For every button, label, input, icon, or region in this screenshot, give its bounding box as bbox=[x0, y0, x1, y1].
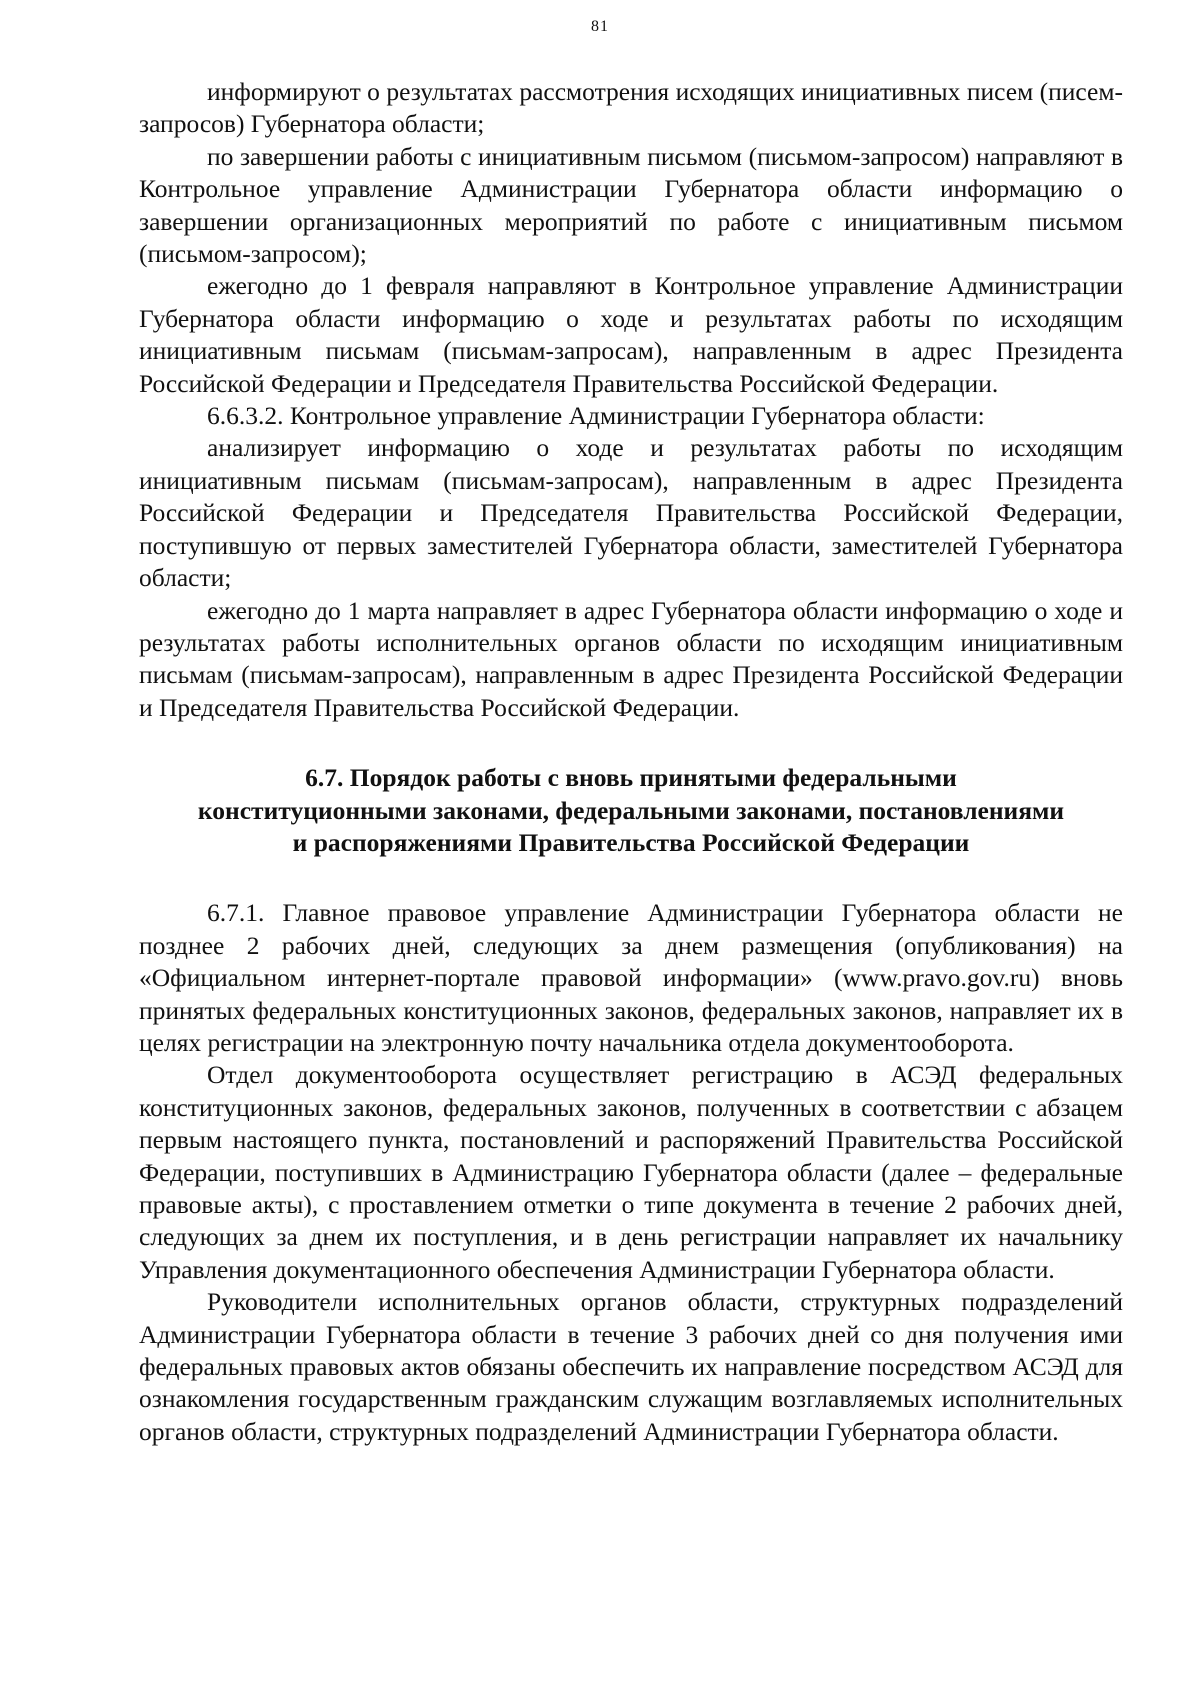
document-body bbox=[139, 76, 1123, 1448]
section-heading-line: конституционными законами, федеральными законами, постановлениями bbox=[197, 795, 1065, 825]
section-heading bbox=[139, 762, 1123, 859]
paragraph: 6.6.3.2. Контрольное управление Администрации Губернатора области: bbox=[207, 401, 985, 431]
section-heading-line: 6.7. Порядок работы с вновь принятыми федеральными bbox=[305, 763, 957, 793]
paragraph: по завершении работы с инициативным письмом (письмом-запросом) направляют в Контрольное управление Администрации Губернатора области информацию о завершении организационных мероприятий по работе с инициативным письмом (письмом-запросом); bbox=[139, 141, 1123, 269]
paragraph: Отдел документооборота осуществляет регистрацию в АСЭД федеральных конституционных законов, федеральных законов, полученных в соответствии с абзацем первым настоящего пункта, постановлений и распоряжений Правительства Российской Федерации, поступивших в Администрацию Губернатора области (далее – федеральные правовые акты), с проставлением отметки о типе документа в течение 2 рабочих дней, следующих за днем их поступления, и в день регистрации направляет их начальнику Управления документационного обеспечения Администрации Губернатора области. bbox=[139, 1060, 1123, 1284]
paragraph: 6.7.1. Главное правовое управление Администрации Губернатора области не позднее 2 рабочих дней, следующих за днем размещения (опубликования) на «Официальном интернет-портале правовой информации» (www.pravo.gov.ru) вновь принятых федеральных конституционных законов, федеральных законов, направляет их в целях регистрации на электронную почту начальника отдела документооборота. bbox=[139, 898, 1123, 1057]
paragraph: ежегодно до 1 февраля направляют в Контрольное управление Администрации Губернатора области информацию о ходе и результатах работы по исходящим инициативным письмам (письмам-запросам), направленным в адрес Президента Российской Федерации и Председателя Правительства Российской Федерации. bbox=[139, 271, 1123, 398]
paragraph: Руководители исполнительных органов области, структурных подразделений Администрации Губернатора области в течение 3 рабочих дней со дня получения ими федеральных правовых актов обязаны обеспечить их направление посредством АСЭД для ознакомления государственным гражданским служащим возглавляемых исполнительных органов области, структурных подразделений Администрации Губернатора области. bbox=[139, 1287, 1123, 1446]
page-number: 81 bbox=[591, 18, 609, 35]
paragraph: анализирует информацию о ходе и результатах работы по исходящим инициативным письмам (письмам-запросам), направленным в адрес Президента Российской Федерации и Председателя Правительства Российской Федерации, поступившую от первых заместителей Губернатора области, заместителей Губернатора области; bbox=[139, 433, 1123, 593]
section-heading-line: и распоряжениями Правительства Российской Федерации bbox=[292, 827, 970, 857]
paragraph: информируют о результатах рассмотрения исходящих инициативных писем (писем-запросов) Губернатора области; bbox=[139, 77, 1123, 139]
paragraph: ежегодно до 1 марта направляет в адрес Губернатора области информацию о ходе и результатах работы исполнительных органов области по исходящим инициативным письмам (письмам-запросам), направленным в адрес Президента Российской Федерации и Председателя Правительства Российской Федерации. bbox=[139, 595, 1123, 722]
